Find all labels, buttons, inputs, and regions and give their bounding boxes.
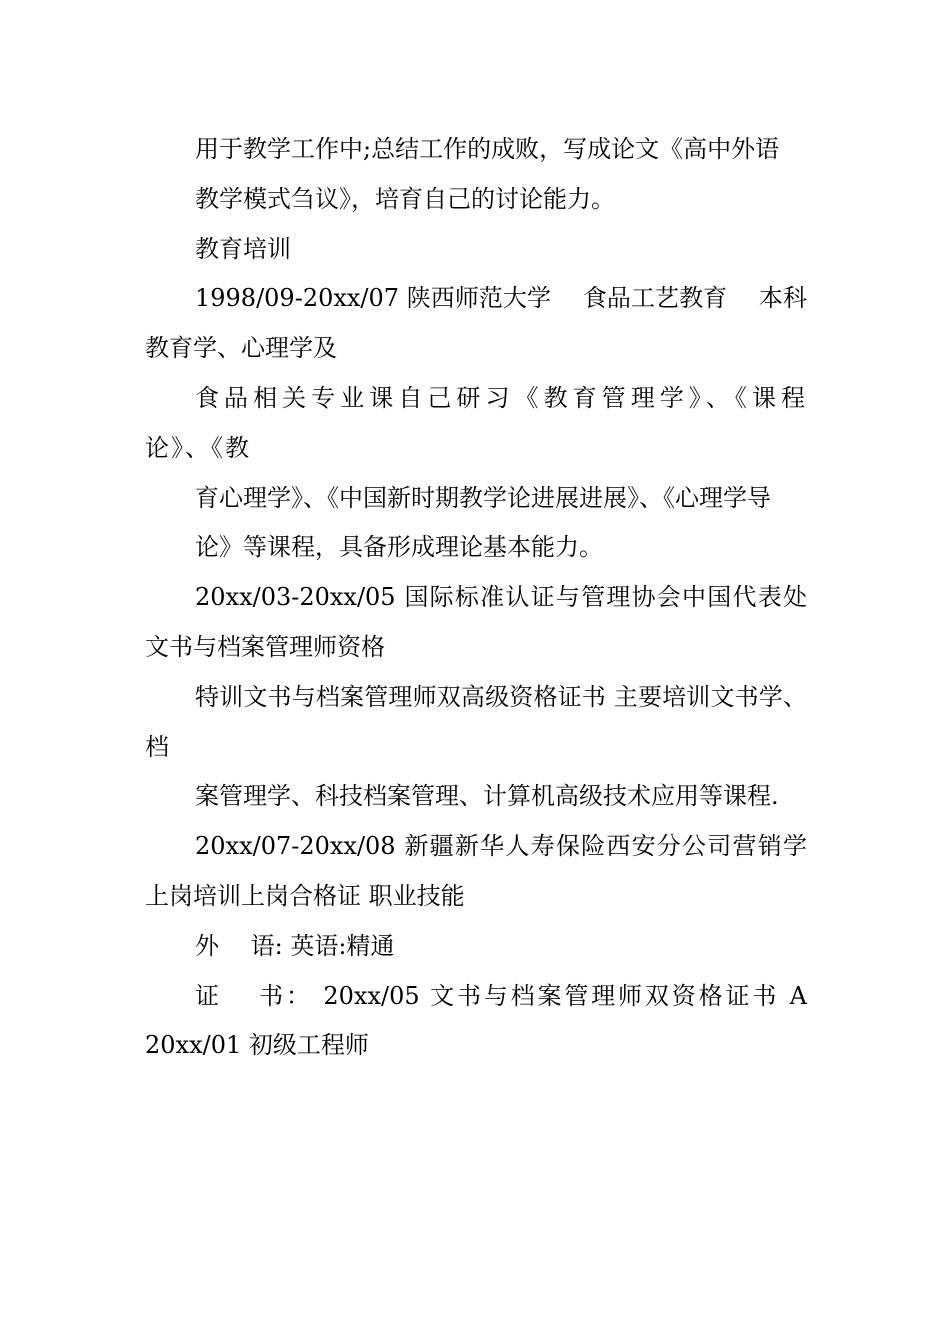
paragraph-foreign-language: 外 语: 英语:精通 bbox=[195, 931, 395, 960]
paragraph-courses-1: 食品相关专业课自己研习《教育管理学》、《课程论》、《教 bbox=[145, 383, 807, 462]
paragraph-training-insurance: 20xx/07-20xx/08 新疆新华人寿保险西安分公司营销学上岗培训上岗合格证 职业技能 bbox=[145, 832, 807, 910]
document-page bbox=[145, 125, 815, 1071]
paragraph-education-1998: 1998/09-20xx/07 陕西师范大学 食品工艺教育 本科教育学、心理学及 bbox=[145, 284, 807, 363]
paragraph-2: 教学模式刍议》，培育自己的讨论能力。 bbox=[195, 184, 615, 213]
paragraph-1: 用于教学工作中;总结工作的成败，写成论文《高中外语 bbox=[195, 135, 780, 163]
paragraph-certificates: 证 书： 20xx/05 文书与档案管理师双资格证书 A 20xx/01 初级工程师 bbox=[145, 981, 815, 1060]
paragraph-training-courses: 案管理学、科技档案管理、计算机高级技术应用等课程. bbox=[195, 782, 779, 811]
paragraph-training-special: 特训文书与档案管理师双高级资格证书 主要培训文书学、档 bbox=[145, 682, 807, 761]
section-heading-education-training: 教育培训 bbox=[195, 234, 291, 263]
paragraph-courses-2: 育心理学》、《中国新时期教学论进展进展》、《心理学导 bbox=[195, 483, 771, 512]
paragraph-training-isma: 20xx/03-20xx/05 国际标准认证与管理协会中国代表处文书与档案管理师资格 bbox=[145, 583, 807, 661]
paragraph-courses-3: 论》等课程，具备形成理论基本能力。 bbox=[195, 533, 603, 562]
